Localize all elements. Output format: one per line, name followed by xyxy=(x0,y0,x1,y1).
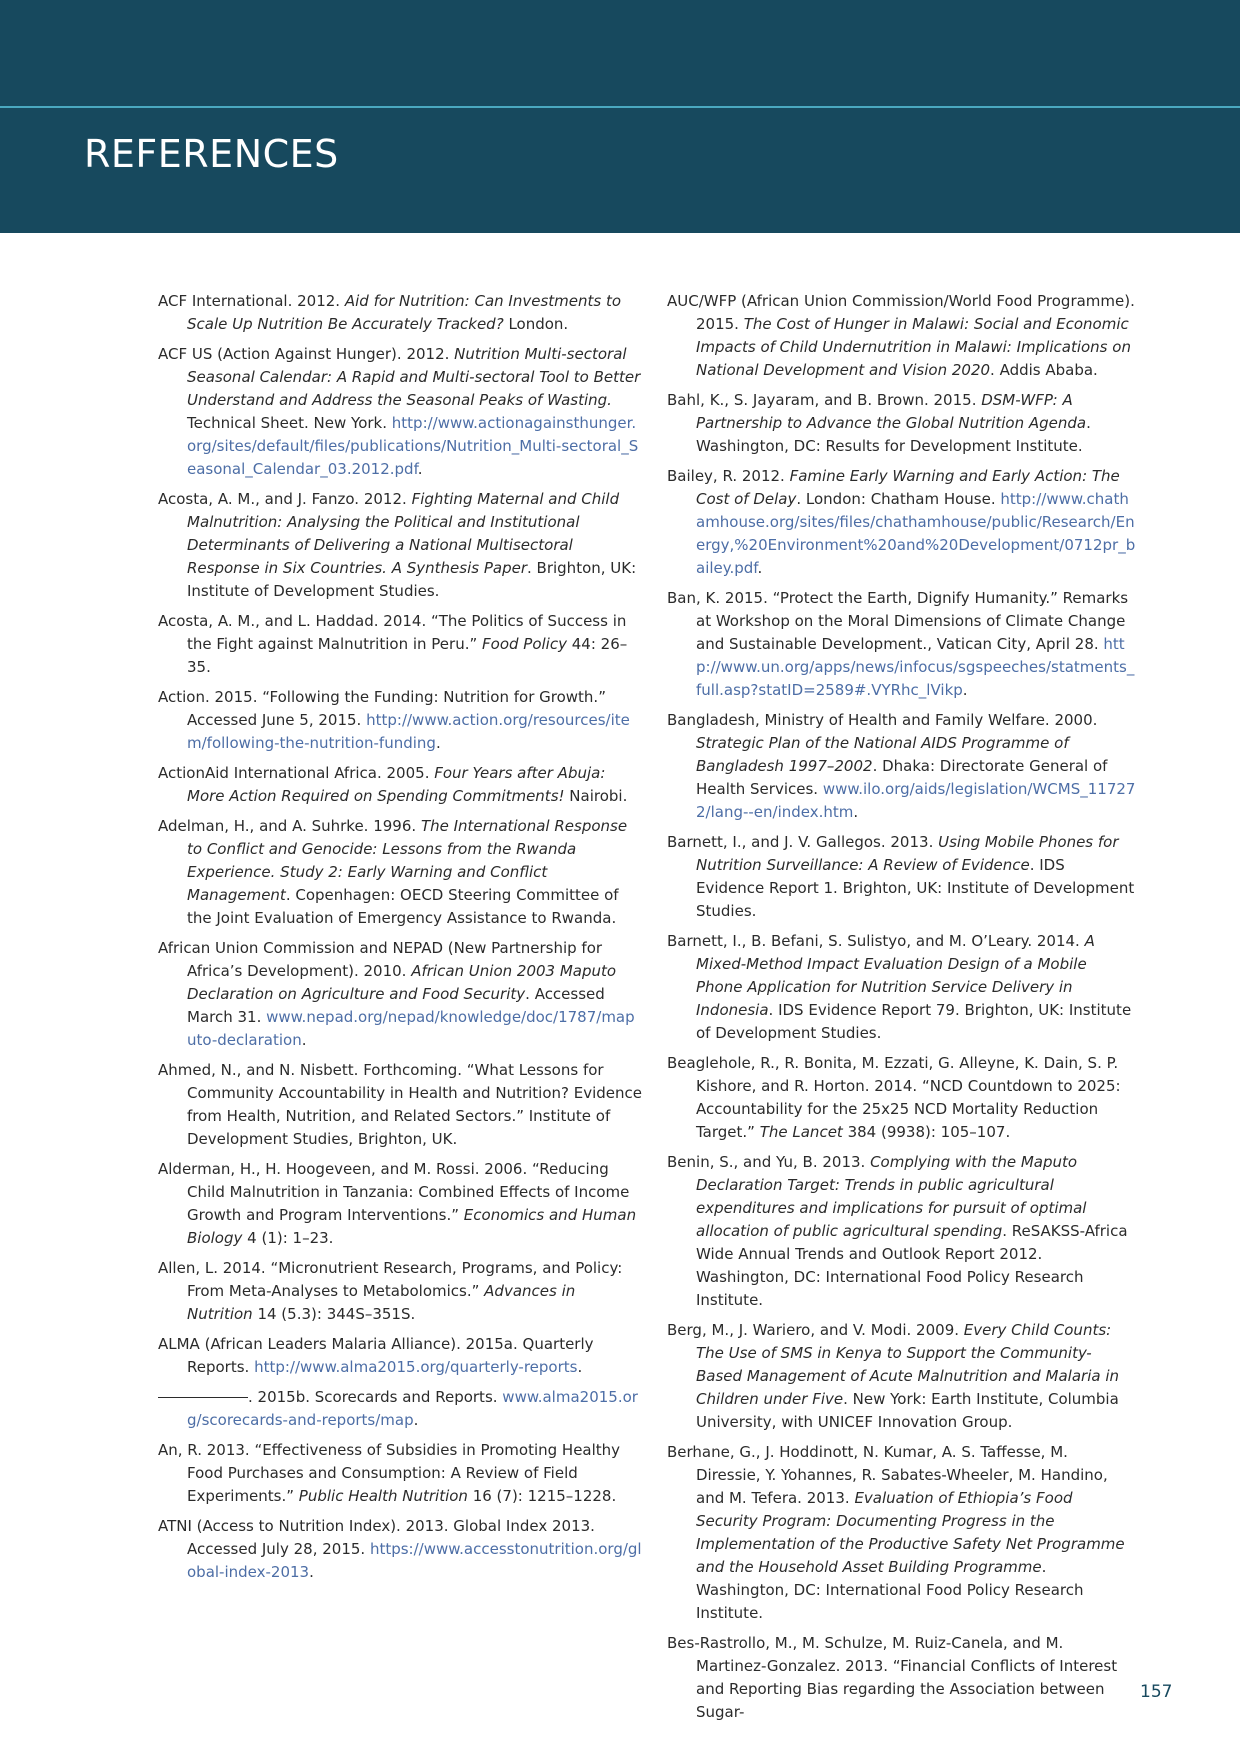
reference-text: . ReSAKSS-Africa Wide Annual Trends and Outlook Report 2012. Washington, DC: International Food Policy Research Institute. xyxy=(696,1222,1128,1309)
reference-text: . xyxy=(853,803,859,821)
reference-title: DSM-WFP: A Partnership to Advance the Global Nutrition Agenda xyxy=(696,391,1087,432)
reference-text: . xyxy=(435,734,441,752)
reference-entry xyxy=(158,762,644,808)
reference-text: . Brighton, UK: Institute of Development Studies. xyxy=(187,559,637,600)
reference-text: . xyxy=(301,1031,307,1049)
reference-text: Acosta, A. M., and J. Fanzo. 2012. xyxy=(158,490,412,508)
reference-text: . IDS Evidence Report 1. Brighton, UK: Institute of Development Studies. xyxy=(696,856,1135,920)
reference-text: ACF US (Action Against Hunger). 2012. xyxy=(158,345,455,363)
reference-title: Economics and Human Biology xyxy=(187,1206,637,1247)
reference-text: An, R. 2013. “Effectiveness of Subsidies in Promoting Healthy Food Purchases and Consumption: A Review of Field Experiments.” xyxy=(158,1441,621,1505)
reference-title: Fighting Maternal and Child Malnutrition: Analysing the Political and Institutional Determinants of Delivering a National Multisectoral Response in Six Countries. A Synthesis Paper xyxy=(187,490,620,577)
reference-entry xyxy=(667,587,1137,702)
reference-entry xyxy=(158,1386,644,1432)
reference-entry xyxy=(158,610,644,679)
reference-text: Technical Sheet. New York. xyxy=(187,414,392,432)
reference-entry xyxy=(158,290,644,336)
reference-text: Action. 2015. “Following the Funding: Nutrition for Growth.” Accessed June 5, 2015. xyxy=(158,688,606,729)
reference-text: London. xyxy=(503,315,569,333)
reference-title: Nutrition Multi-sectoral Seasonal Calendar: A Rapid and Multi-sectoral Tool to Better Understand and Address the Seasonal Peaks of Wasting. xyxy=(187,345,641,409)
reference-text: Allen, L. 2014. “Micronutrient Research, Programs, and Policy: From Meta-Analyses to Metabolomics.” xyxy=(158,1259,623,1300)
page-number: 157 xyxy=(1140,1682,1173,1702)
reference-title: A Mixed-Method Impact Evaluation Design of a Mobile Phone Application for Nutrition Service Delivery in Indonesia xyxy=(696,932,1095,1019)
reference-text: AUC/WFP (African Union Commission/World Food Programme). 2015. xyxy=(667,292,1135,333)
reference-link[interactable]: http://www.alma2015.org/quarterly-reports xyxy=(254,1358,578,1376)
reference-link[interactable]: http://www.un.org/apps/news/infocus/sgspeeches/statments_full.asp?statID=2589#.VYRhc_lVikp xyxy=(696,635,1135,699)
reference-text: Bailey, R. 2012. xyxy=(667,467,790,485)
reference-entry xyxy=(158,488,644,603)
reference-text: Beaglehole, R., R. Bonita, M. Ezzati, G. Alleyne, K. Dain, S. P. Kishore, and R. Horton. 2014. “NCD Countdown to 2025: Accountability for the 25x25 NCD Mortality Reduction Target.” xyxy=(667,1054,1121,1141)
reference-title: Food Policy xyxy=(482,635,567,653)
reference-title: Strategic Plan of the National AIDS Programme of Bangladesh 1997–2002 xyxy=(696,734,1069,775)
reference-title: The International Response to Conflict and Genocide: Lessons from the Rwanda Experience. Study 2: Early Warning and Conflict Management xyxy=(187,817,628,904)
reference-text: . Addis Ababa. xyxy=(990,361,1098,379)
reference-title: The Lancet xyxy=(759,1123,843,1141)
page-header xyxy=(0,0,1240,233)
reference-title: Four Years after Abuja: More Action Required on Spending Commitments! xyxy=(187,764,606,805)
reference-text: . xyxy=(962,681,968,699)
reference-text: . xyxy=(757,559,763,577)
reference-entry xyxy=(667,465,1137,580)
reference-text: Ahmed, N., and N. Nisbett. Forthcoming. “What Lessons for Community Accountability in Health and Nutrition? Evidence from Health, Nutrition, and Related Sectors.” Institute of Development Studies, Brighton, UK. xyxy=(158,1061,643,1148)
reference-entry xyxy=(667,1151,1137,1312)
reference-text: . xyxy=(577,1358,583,1376)
reference-text: . London: Chatham House. xyxy=(796,490,1001,508)
reference-text: ActionAid International Africa. 2005. xyxy=(158,764,435,782)
reference-text: 384 (9938): 105–107. xyxy=(842,1123,1011,1141)
reference-entry xyxy=(667,1441,1137,1625)
reference-text: ATNI (Access to Nutrition Index). 2013. Global Index 2013. Accessed July 28, 2015. xyxy=(158,1517,595,1558)
reference-text: ALMA (African Leaders Malaria Alliance). 2015a. Quarterly Reports. xyxy=(158,1335,594,1376)
reference-title: African Union 2003 Maputo Declaration on Agriculture and Food Security xyxy=(187,962,617,1003)
reference-entry xyxy=(158,1439,644,1508)
reference-text: Benin, S., and Yu, B. 2013. xyxy=(667,1153,871,1171)
reference-text: Nairobi. xyxy=(564,787,628,805)
reference-title: Famine Early Warning and Early Action: The Cost of Delay xyxy=(696,467,1120,508)
reference-text: 14 (5.3): 344S–351S. xyxy=(252,1305,416,1323)
reference-entry xyxy=(158,686,644,755)
reference-text: Bahl, K., S. Jayaram, and B. Brown. 2015. xyxy=(667,391,982,409)
reference-title: Complying with the Maputo Declaration Target: Trends in public agricultural expenditures and implications for pursuit of optimal allocation of public agricultural spending xyxy=(696,1153,1087,1240)
reference-text: . 2015b. Scorecards and Reports. xyxy=(248,1388,503,1406)
reference-text: . xyxy=(413,1411,419,1429)
reference-text: . Washington, DC: International Food Policy Research Institute. xyxy=(696,1558,1084,1622)
reference-text: African Union Commission and NEPAD (New Partnership for Africa’s Development). 2010. xyxy=(158,939,603,980)
repeat-author-dash xyxy=(158,1397,248,1398)
reference-text: Bes-Rastrollo, M., M. Schulze, M. Ruiz-Canela, and M. Martinez-Gonzalez. 2013. “Financial Conflicts of Interest and Reporting Bias regarding the Association between Sugar- xyxy=(667,1634,1118,1721)
reference-entry xyxy=(158,1158,644,1250)
reference-entry xyxy=(158,815,644,930)
reference-entry xyxy=(667,1052,1137,1144)
reference-link[interactable]: www.alma2015.org/scorecards-and-reports/map xyxy=(187,1388,638,1429)
reference-text: . Washington, DC: Results for Development Institute. xyxy=(696,414,1091,455)
reference-text: . Dhaka: Directorate General of Health Services. xyxy=(696,757,1108,798)
reference-text: Berhane, G., J. Hoddinott, N. Kumar, A. S. Taffesse, M. Diressie, Y. Yohannes, R. Sabates-Wheeler, M. Handino, and M. Tefera. 2013. xyxy=(667,1443,1108,1507)
reference-text: Barnett, I., B. Befani, S. Sulistyo, and M. O’Leary. 2014. xyxy=(667,932,1085,950)
reference-text: 16 (7): 1215–1228. xyxy=(467,1487,617,1505)
reference-title: Aid for Nutrition: Can Investments to Scale Up Nutrition Be Accurately Tracked? xyxy=(187,292,622,333)
reference-title: Public Health Nutrition xyxy=(298,1487,468,1505)
reference-entry xyxy=(158,1333,644,1379)
reference-text: . IDS Evidence Report 79. Brighton, UK: Institute of Development Studies. xyxy=(696,1001,1132,1042)
reference-entry xyxy=(158,1059,644,1151)
reference-entry xyxy=(158,1515,644,1584)
reference-text: Acosta, A. M., and L. Haddad. 2014. “The Politics of Success in the Fight against Malnutrition in Peru.” xyxy=(158,612,627,653)
header-divider xyxy=(0,106,1240,108)
reference-text: Berg, M., J. Wariero, and V. Modi. 2009. xyxy=(667,1321,964,1339)
reference-text: . xyxy=(309,1563,314,1581)
reference-text: . Copenhagen: OECD Steering Committee of the Joint Evaluation of Emergency Assistance to Rwanda. xyxy=(187,886,619,927)
reference-title: Advances in Nutrition xyxy=(187,1282,576,1323)
reference-link[interactable]: http://www.actionagainsthunger.org/sites/default/files/publications/Nutrition_Multi-sectoral_Seasonal_Calendar_03.2012.pdf xyxy=(187,414,639,478)
reference-title: Evaluation of Ethiopia’s Food Security Program: Documenting Progress in the Implementation of the Productive Safety Net Programme and the Household Asset Building Programme xyxy=(696,1489,1125,1576)
reference-entry xyxy=(667,930,1137,1045)
reference-entry xyxy=(667,1319,1137,1434)
reference-link[interactable]: http://www.chathamhouse.org/sites/files/chathamhouse/public/Research/Energy,%20Environment%20and%20Development/0712pr_bailey.pdf xyxy=(696,490,1136,577)
reference-link[interactable]: www.ilo.org/aids/legislation/WCMS_117272/lang--en/index.htm xyxy=(696,780,1136,821)
reference-title: Using Mobile Phones for Nutrition Surveillance: A Review of Evidence xyxy=(696,833,1119,874)
reference-text: Adelman, H., and A. Suhrke. 1996. xyxy=(158,817,421,835)
reference-entry xyxy=(667,389,1137,458)
reference-entry xyxy=(667,1632,1137,1724)
reference-entry xyxy=(667,709,1137,824)
page-title: REFERENCES xyxy=(84,132,339,176)
reference-text: . xyxy=(417,460,423,478)
reference-link[interactable]: http://www.action.org/resources/item/following-the-nutrition-funding xyxy=(187,711,630,752)
reference-text: . Accessed March 31. xyxy=(187,985,605,1026)
reference-link[interactable]: https://www.accesstonutrition.org/global-index-2013 xyxy=(187,1540,642,1581)
references-right-column xyxy=(667,290,1137,1731)
reference-text: Barnett, I., and J. V. Gallegos. 2013. xyxy=(667,833,939,851)
reference-text: . New York: Earth Institute, Columbia University, with UNICEF Innovation Group. xyxy=(696,1390,1119,1431)
reference-text: 44: 26–35. xyxy=(187,635,628,676)
references-left-column xyxy=(158,290,644,1591)
reference-entry xyxy=(158,937,644,1052)
reference-entry xyxy=(158,1257,644,1326)
reference-text: Alderman, H., H. Hoogeveen, and M. Rossi. 2006. “Reducing Child Malnutrition in Tanzania: Combined Effects of Income Growth and Program Interventions.” xyxy=(158,1160,630,1224)
reference-entry xyxy=(667,831,1137,923)
reference-text: ACF International. 2012. xyxy=(158,292,345,310)
reference-title: Every Child Counts: The Use of SMS in Kenya to Support the Community-Based Management of Acute Malnutrition and Malaria in Children under Five xyxy=(696,1321,1119,1408)
reference-link[interactable]: www.nepad.org/nepad/knowledge/doc/1787/maputo-declaration xyxy=(187,1008,635,1049)
reference-entry xyxy=(158,343,644,481)
reference-text: 4 (1): 1–23. xyxy=(242,1229,334,1247)
reference-title: The Cost of Hunger in Malawi: Social and Economic Impacts of Child Undernutrition in Malawi: Implications on National Development and Vision 2020 xyxy=(696,315,1131,379)
reference-text: Ban, K. 2015. “Protect the Earth, Dignify Humanity.” Remarks at Workshop on the Moral Dimensions of Climate Change and Sustainable Development., Vatican City, April 28. xyxy=(667,589,1129,653)
reference-text: Bangladesh, Ministry of Health and Family Welfare. 2000. xyxy=(667,711,1098,729)
reference-entry xyxy=(667,290,1137,382)
